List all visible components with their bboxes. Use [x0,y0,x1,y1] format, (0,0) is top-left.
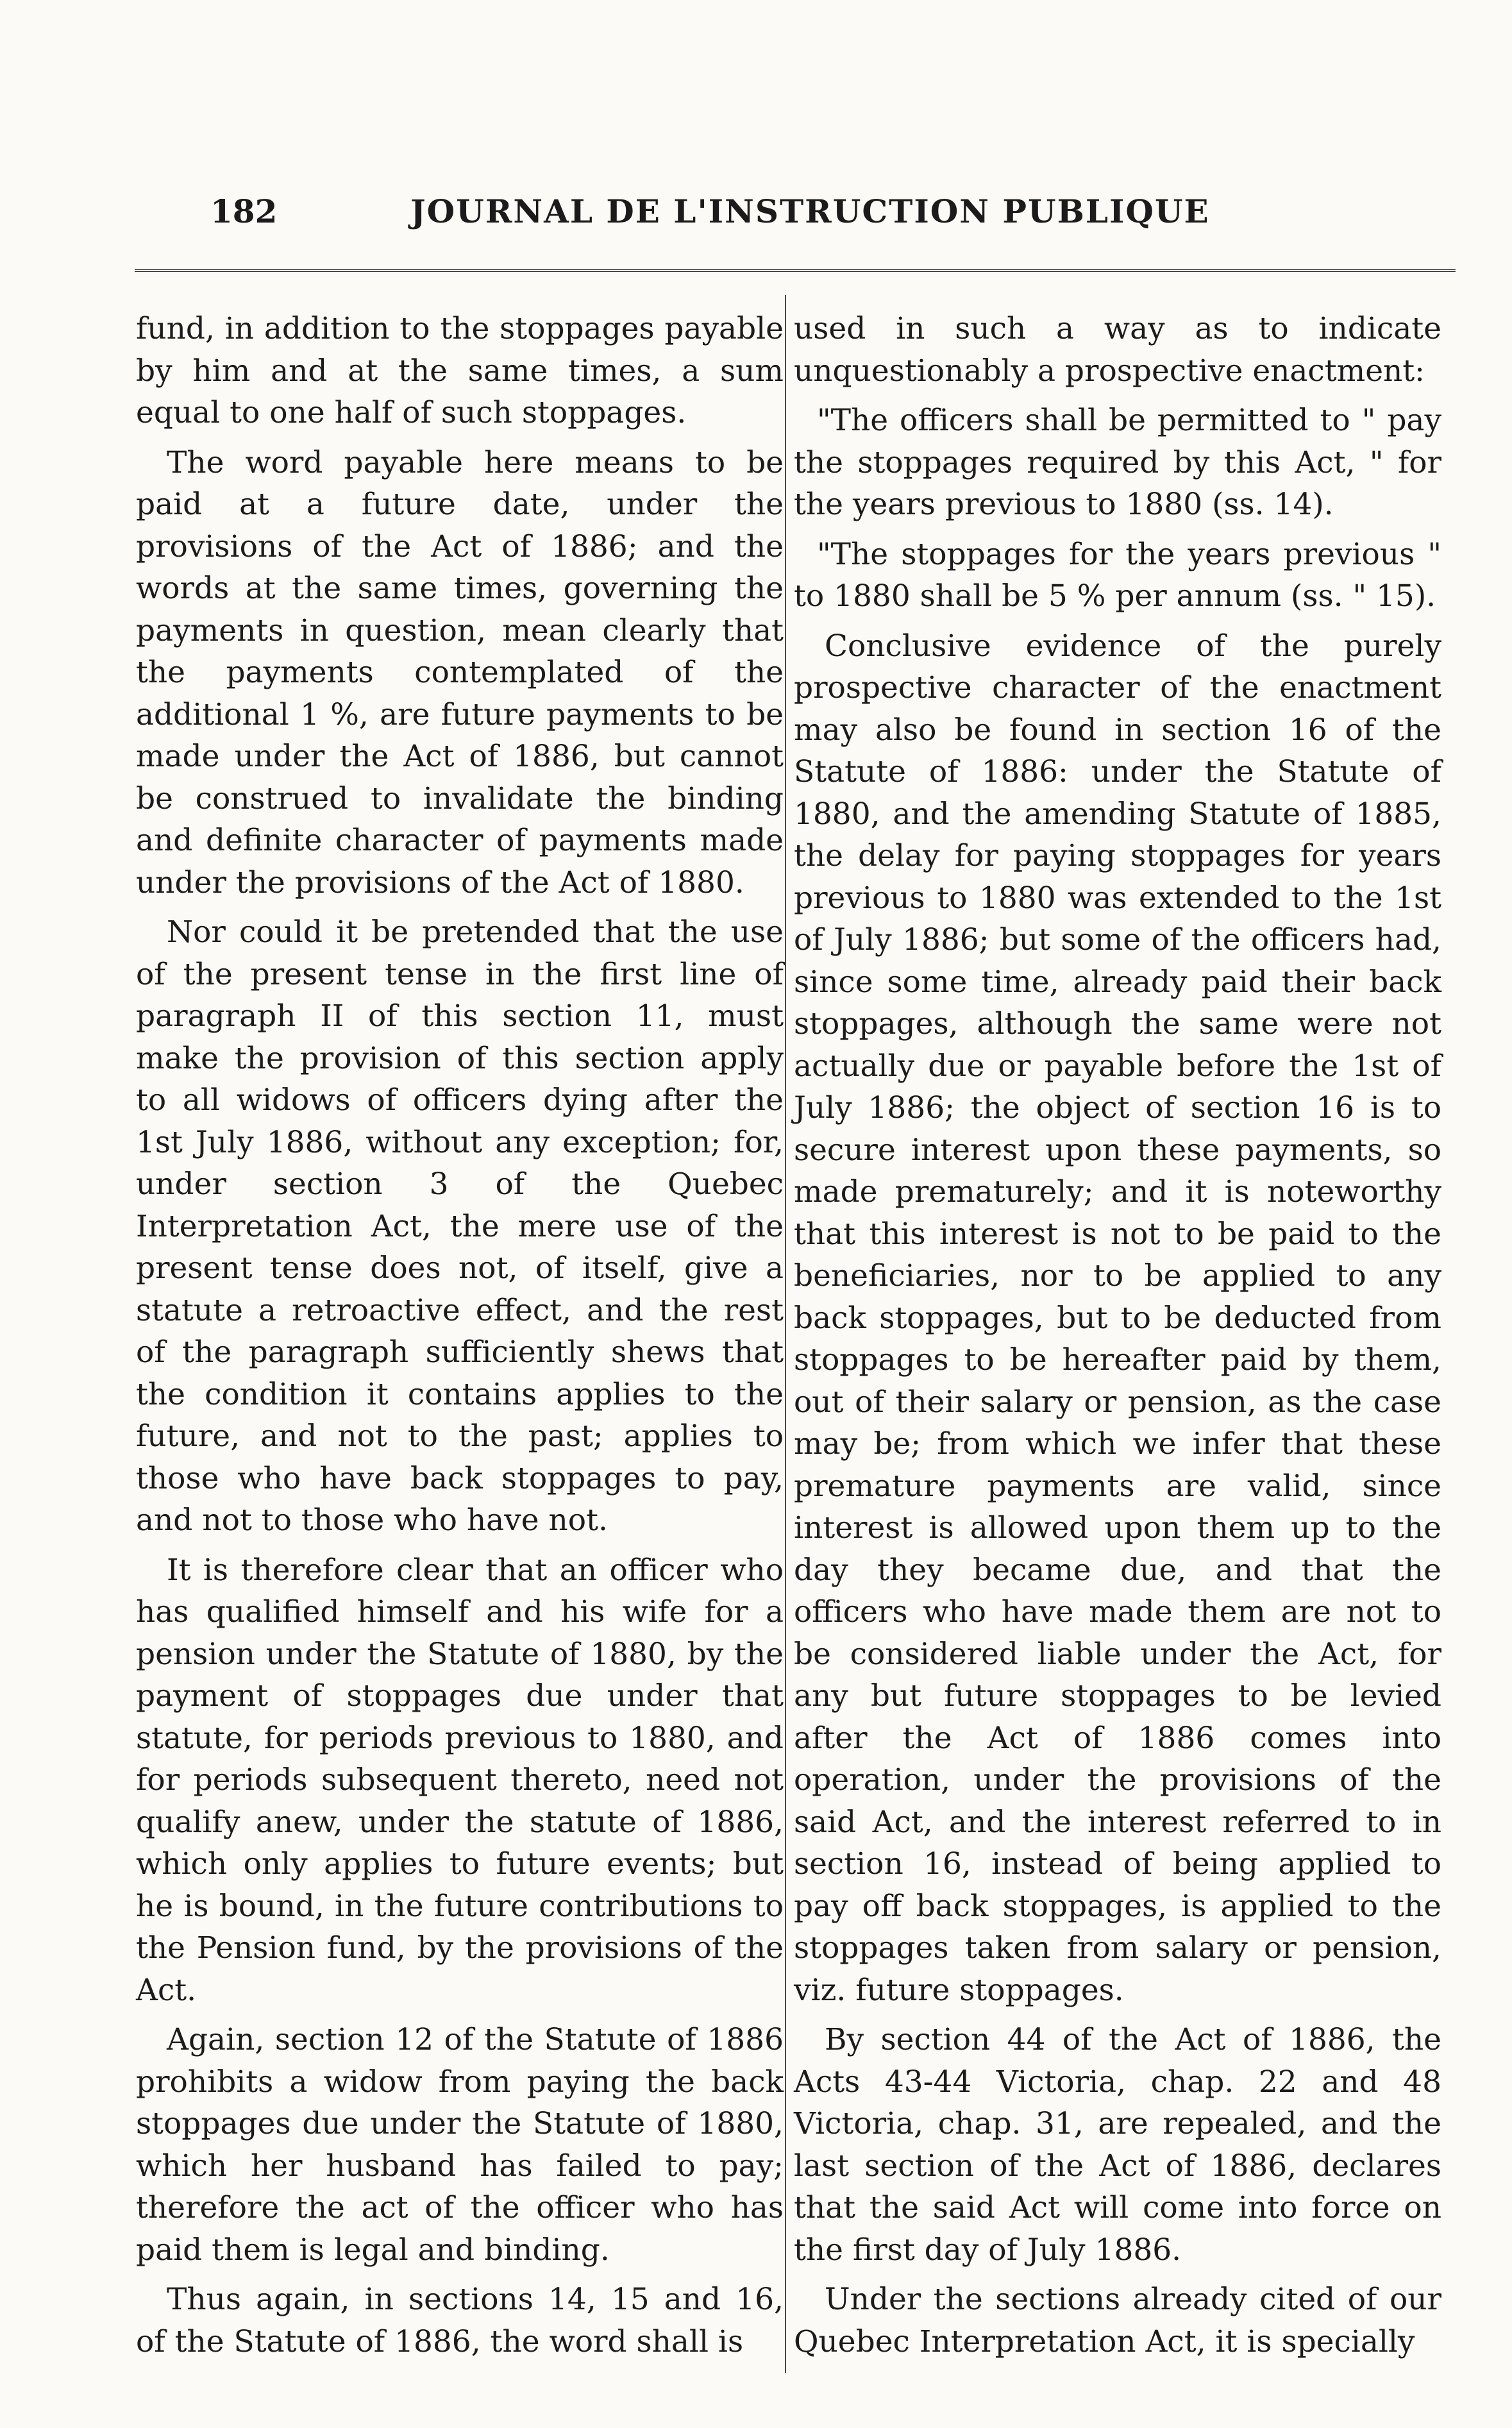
paragraph: Again, section 12 of the Statute of 1886 prohibits a widow from paying the back stoppages due under the Statute of 1880, which her husband has failed to pay; therefore the act of the officer who has paid them is legal and binding. [136,2022,784,2268]
column-divider [785,295,786,2373]
paragraph: Conclusive evidence of the purely prospective character of the enactment may also be found in section 16 of the Statute of 1886: under the Statute of 1880, and the amending Statute of 1885, the delay for paying stoppages for years previous to 1880 was extended to the 1st of July 1886; but some of the officers had, since some time, already paid their back stoppages, although the same were not actually due or payable before the 1st of July 1886; the object of section 16 is to secure interest upon these payments, so made prematurely; and it is noteworthy that this interest is not to be paid to the beneficiaries, nor to be applied to any back stoppages, but to be deducted from stoppages to be hereafter paid by them, out of their salary or pension, as the case may be; from which we infer that these premature payments are valid, since interest is allowed upon them up to the day they became due, and that the officers who have made them are not to be considered liable under the Act, for any but future stoppages to be levied after the Act of 1886 comes into operation, under the provisions of the said Act, and the interest referred to in section 16, instead of being applied to pay off back stoppages, is applied to the stoppages taken from salary or pension, viz. future stoppages. [794,628,1441,2008]
header-rule [135,269,1456,272]
paragraph: By section 44 of the Act of 1886, the Acts 43-44 Victoria, chap. 22 and 48 Victoria, chap. 31, are repealed, and the last section of the Act of 1886, declares that the said Act will come into force on the first day of July 1886. [794,2022,1441,2268]
page-number: 182 [210,192,278,230]
paragraph: used in such a way as to indicate unquestionably a prospective enactment: [794,311,1441,389]
right-column [794,308,1441,2370]
running-title: JOURNAL DE L'INSTRUCTION PUBLIQUE [410,192,1210,230]
paragraph: Nor could it be pretended that the use of the present tense in the first line of paragraph II of this section 11, must make the provision of this section apply to all widows of officers dying after the 1st July 1886, without any exception; for, under section 3 of the Quebec Interpretation Act, the mere use of the present tense does not, of itself, give a statute a retroactive effect, and the rest of the paragraph sufficiently shews that the condition it contains applies to the future, and not to the past; applies to those who have back stoppages to pay, and not to those who have not. [136,915,784,1538]
paragraph: Under the sections already cited of our Quebec Interpretation Act, it is specially [794,2282,1441,2359]
paragraph: It is therefore clear that an officer who has qualified himself and his wife for a pension under the Statute of 1880, by the payment of stoppages due under that statute, for periods previous to 1880, and for periods subsequent thereto, need not qualify anew, under the statute of 1886, which only applies to future events; but he is bound, in the future contributions to the Pension fund, by the provisions of the Act. [136,1552,784,2008]
left-column [136,308,784,2370]
paragraph: Thus again, in sections 14, 15 and 16, of the Statute of 1886, the word shall is [136,2282,784,2359]
page-header [0,192,1512,250]
quoted-paragraph: "The officers shall be permitted to " pay the stoppages required by this Act, " for the years previous to 1880 (ss. 14). [794,403,1441,522]
quoted-paragraph: "The stoppages for the years previous " to 1880 shall be 5 % per annum (ss. " 15). [794,536,1441,614]
paragraph: fund, in addition to the stoppages payable by him and at the same times, a sum equal to one half of such stoppages. [136,311,784,430]
paragraph: The word payable here means to be paid at a future date, under the provisions of the Act of 1886; and the words at the same times, governing the payments in question, mean clearly that the payments contemplated of the additional 1 %, are future payments to be made under the Act of 1886, but cannot be construed to invalidate the binding and definite character of payments made under the provisions of the Act of 1880. [136,444,784,900]
